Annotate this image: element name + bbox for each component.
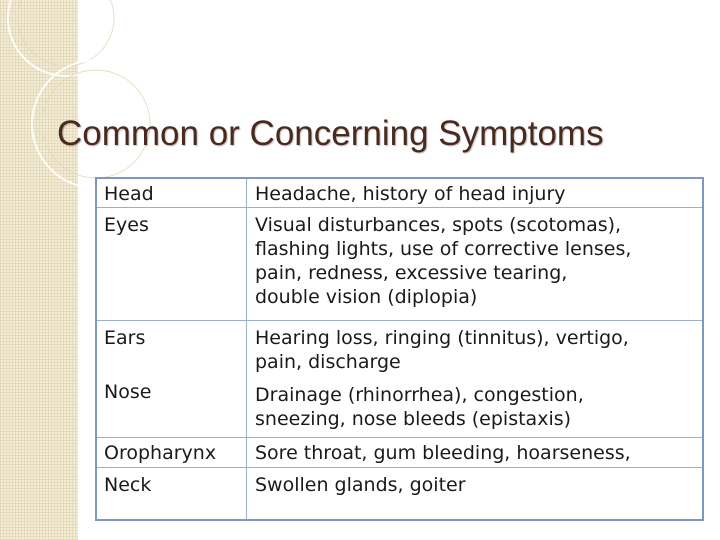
column-divider <box>246 179 247 519</box>
row-label: Neck <box>104 474 152 496</box>
description-line: sneezing, nose bleeds (epistaxis) <box>255 408 572 430</box>
description-line: pain, discharge <box>255 351 401 373</box>
description-line: Hearing loss, ringing (tinnitus), vertigo, <box>255 327 629 349</box>
symptoms-table <box>95 177 704 521</box>
description-line: Drainage (rhinorrhea), congestion, <box>255 384 584 406</box>
deco-circle-top-inner <box>18 0 114 66</box>
deco-circle-top <box>8 0 124 76</box>
slide-title: Common or Concerning Symptoms <box>57 114 604 153</box>
row-description <box>255 326 700 374</box>
row-label: Ears <box>104 327 146 349</box>
description-line: Headache, history of head injury <box>255 183 566 205</box>
description-line: double vision (diplopia) <box>255 286 478 308</box>
table-row-eyes <box>97 207 702 308</box>
description-line: Swollen glands, goiter <box>255 474 466 496</box>
row-label: Oropharynx <box>104 442 217 464</box>
row-label: Head <box>104 183 154 205</box>
row-description <box>255 182 700 206</box>
table-row-neck <box>97 467 702 496</box>
row-label: Eyes <box>104 214 149 236</box>
row-description <box>255 383 700 431</box>
description-line: Visual disturbances, spots (scotomas), <box>255 214 622 236</box>
description-line: flashing lights, use of corrective lenses, <box>255 238 632 260</box>
table-row-oropharynx <box>97 437 702 464</box>
row-description <box>255 473 700 497</box>
row-description <box>255 213 700 309</box>
row-label: Nose <box>104 381 152 403</box>
description-line: pain, redness, excessive tearing, <box>255 262 568 284</box>
description-line: Sore throat, gum bleeding, hoarseness, <box>255 442 631 464</box>
row-description <box>255 441 700 465</box>
table-row-ears <box>97 320 702 373</box>
